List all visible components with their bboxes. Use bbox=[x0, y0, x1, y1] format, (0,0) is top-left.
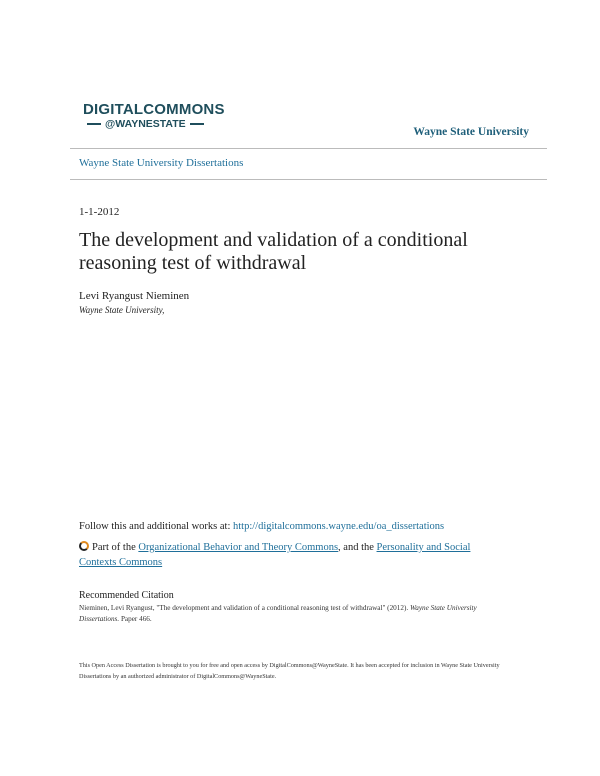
open-access-footer: This Open Access Dissertation is brought to you for free and open access by DigitalCommons@WayneState. It has been accepted for inclusion in Wayne State University Dissertations by an authorized administrator of DigitalCommons@WayneState. bbox=[79, 662, 500, 680]
logo-wayne-state: @WAYNESTATE bbox=[105, 118, 186, 130]
author-affiliation: Wayne State University, bbox=[79, 305, 165, 315]
follow-line bbox=[79, 521, 444, 532]
digitalcommons-logo[interactable]: DIGITALCOMMONS bbox=[83, 101, 225, 118]
part-of-middle: , and the bbox=[338, 542, 374, 553]
part-of-line bbox=[79, 540, 509, 570]
follow-url-link[interactable]: http://digitalcommons.wayne.edu/oa_dissertations bbox=[233, 521, 445, 532]
citation-paper: Paper 466. bbox=[120, 615, 152, 623]
org-behavior-commons-link[interactable]: Organizational Behavior and Theory Commons bbox=[138, 542, 339, 553]
collection-link[interactable]: Wayne State University Dissertations bbox=[79, 157, 244, 169]
recommended-citation-heading: Recommended Citation bbox=[79, 590, 174, 601]
divider-top bbox=[70, 148, 547, 149]
citation-text bbox=[79, 603, 509, 625]
part-of-prefix: Part of the bbox=[92, 542, 136, 553]
publication-date: 1-1-2012 bbox=[79, 206, 120, 218]
logo-dash-left bbox=[87, 123, 101, 125]
follow-label: Follow this and additional works at: bbox=[79, 521, 231, 532]
logo-dash-right bbox=[190, 123, 204, 125]
divider-bottom bbox=[70, 179, 547, 180]
logo-subtitle bbox=[83, 118, 208, 130]
citation-body: Nieminen, Levi Ryangust, "The development and validation of a conditional reasoning test of withdrawal" (2012). bbox=[79, 604, 409, 612]
personality-commons-link[interactable]: Personality and Social Contexts Commons bbox=[79, 542, 471, 568]
author-name: Levi Ryangust Nieminen bbox=[79, 290, 190, 302]
open-access-icon bbox=[79, 541, 89, 551]
document-title: The development and validation of a conditional reasoning test of withdrawal bbox=[79, 229, 468, 274]
citation-source: Wayne State University Dissertations. bbox=[79, 604, 477, 623]
university-name: Wayne State University bbox=[413, 126, 529, 138]
